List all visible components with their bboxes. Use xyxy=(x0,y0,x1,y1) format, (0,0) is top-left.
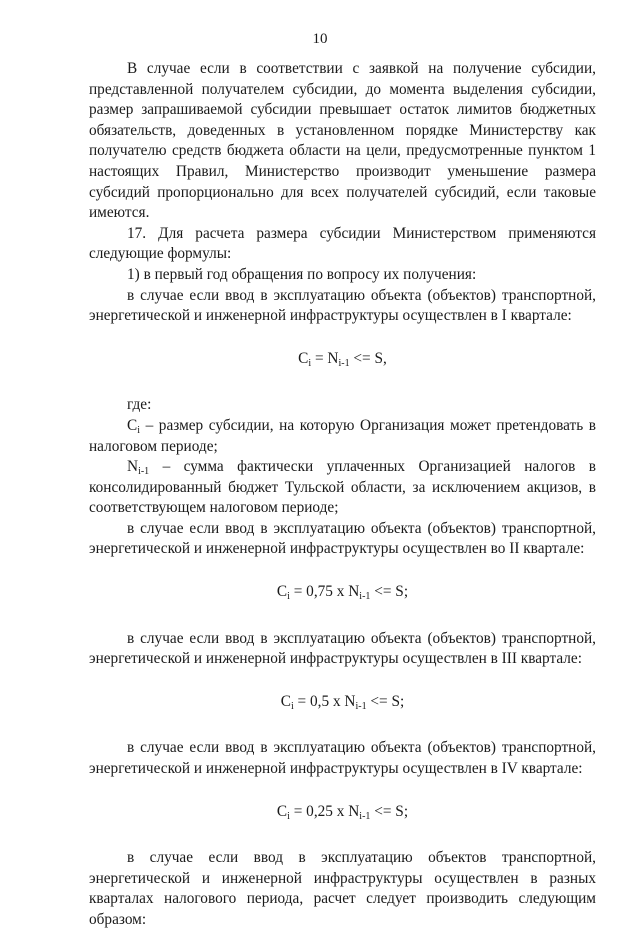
paragraph-quarter-4: в случае если ввод в эксплуатацию объекта (объектов) транспортной, энергетической и инженерной инфраструктуры осуществлен в IV квартале: xyxy=(89,739,596,778)
formula-text: = 0,75 x N xyxy=(289,583,360,601)
definition-symbol-n: N xyxy=(127,458,139,476)
formula-symbol-c: C xyxy=(280,692,291,710)
formula-index-i: i xyxy=(308,357,312,369)
formula-text: <= S; xyxy=(370,583,409,601)
definition-text: – размер субсидии, на которую Организация может претендовать в налоговом периоде; xyxy=(89,416,596,455)
document-body xyxy=(89,59,596,931)
definition-text: – сумма фактически уплаченных Организацией налогов в консолидированный бюджет Тульской области, за исключением акцизов, в соответствующем налоговом периоде; xyxy=(89,458,596,517)
definition-index-i-minus-1: i-1 xyxy=(138,466,150,478)
formula-quarter-1 xyxy=(89,349,596,370)
formula-quarter-4 xyxy=(89,802,596,823)
formula-index-i: i xyxy=(287,810,290,822)
formula-index-i: i xyxy=(287,591,290,603)
formula-quarter-3 xyxy=(89,692,596,713)
definition-index-i: i xyxy=(137,424,140,436)
paragraph-where: где: xyxy=(127,396,152,414)
definition-ci xyxy=(89,416,596,457)
paragraph-first-year: 1) в первый год обращения по вопросу их получения: xyxy=(127,265,477,283)
formula-index-i: i xyxy=(290,700,294,712)
definition-ni-1 xyxy=(89,457,596,519)
formula-text: = 0,5 x N xyxy=(293,692,356,710)
paragraph-quarter-3: в случае если ввод в эксплуатацию объекта (объектов) транспортной, энергетической и инженерной инфраструктуры осуществлен в III квартале: xyxy=(89,629,596,668)
paragraph-quarter-1: в случае если ввод в эксплуатацию объекта (объектов) транспортной, энергетической и инженерной инфраструктуры осуществлен в I квартале: xyxy=(89,286,596,325)
formula-text: <= S, xyxy=(349,349,387,367)
formula-text: = N xyxy=(311,349,339,367)
definition-symbol-c: C xyxy=(127,416,138,434)
paragraph-quarter-2: в случае если ввод в эксплуатацию объекта (объектов) транспортной, энергетической и инженерной инфраструктуры осуществлен во II квартале: xyxy=(89,519,596,558)
page-number: 10 xyxy=(312,31,328,47)
formula-text: <= S; xyxy=(370,802,409,820)
formula-symbol-c: C xyxy=(276,802,288,820)
formula-index-i-minus-1: i-1 xyxy=(359,591,371,603)
formula-index-i-minus-1: i-1 xyxy=(338,357,350,369)
formula-text: = 0,25 x N xyxy=(289,802,360,820)
formula-symbol-c: C xyxy=(276,583,288,601)
paragraph-17: 17. Для расчета размера субсидии Министерством применяются следующие формулы: xyxy=(89,224,596,263)
formula-symbol-c: C xyxy=(298,349,309,367)
formula-index-i-minus-1: i-1 xyxy=(359,810,371,822)
paragraph-different-quarters: в случае если ввод в эксплуатацию объектов транспортной, энергетической и инженерной инфраструктуры осуществлен в разных кварталах налогового периода, расчет следует производить следующим образом: xyxy=(89,849,596,928)
formula-text: <= S; xyxy=(366,692,405,710)
formula-quarter-2 xyxy=(89,582,596,603)
formula-index-i-minus-1: i-1 xyxy=(355,700,367,712)
paragraph-subsidy-reduction: В случае если в соответствии с заявкой на получение субсидии, представленной получателем субсидии, до момента выделения субсидии, размер запрашиваемой субсидии превышает остаток лимитов бюджетных обязательств, доведенных в установленном порядке Министерству как получателю средств бюджета области на цели, предусмотренные пунктом 1 настоящих Правил, Министерство производит уменьшение размера субсидий пропорционально для всех получателей субсидий, если таковые имеются. xyxy=(89,60,596,222)
